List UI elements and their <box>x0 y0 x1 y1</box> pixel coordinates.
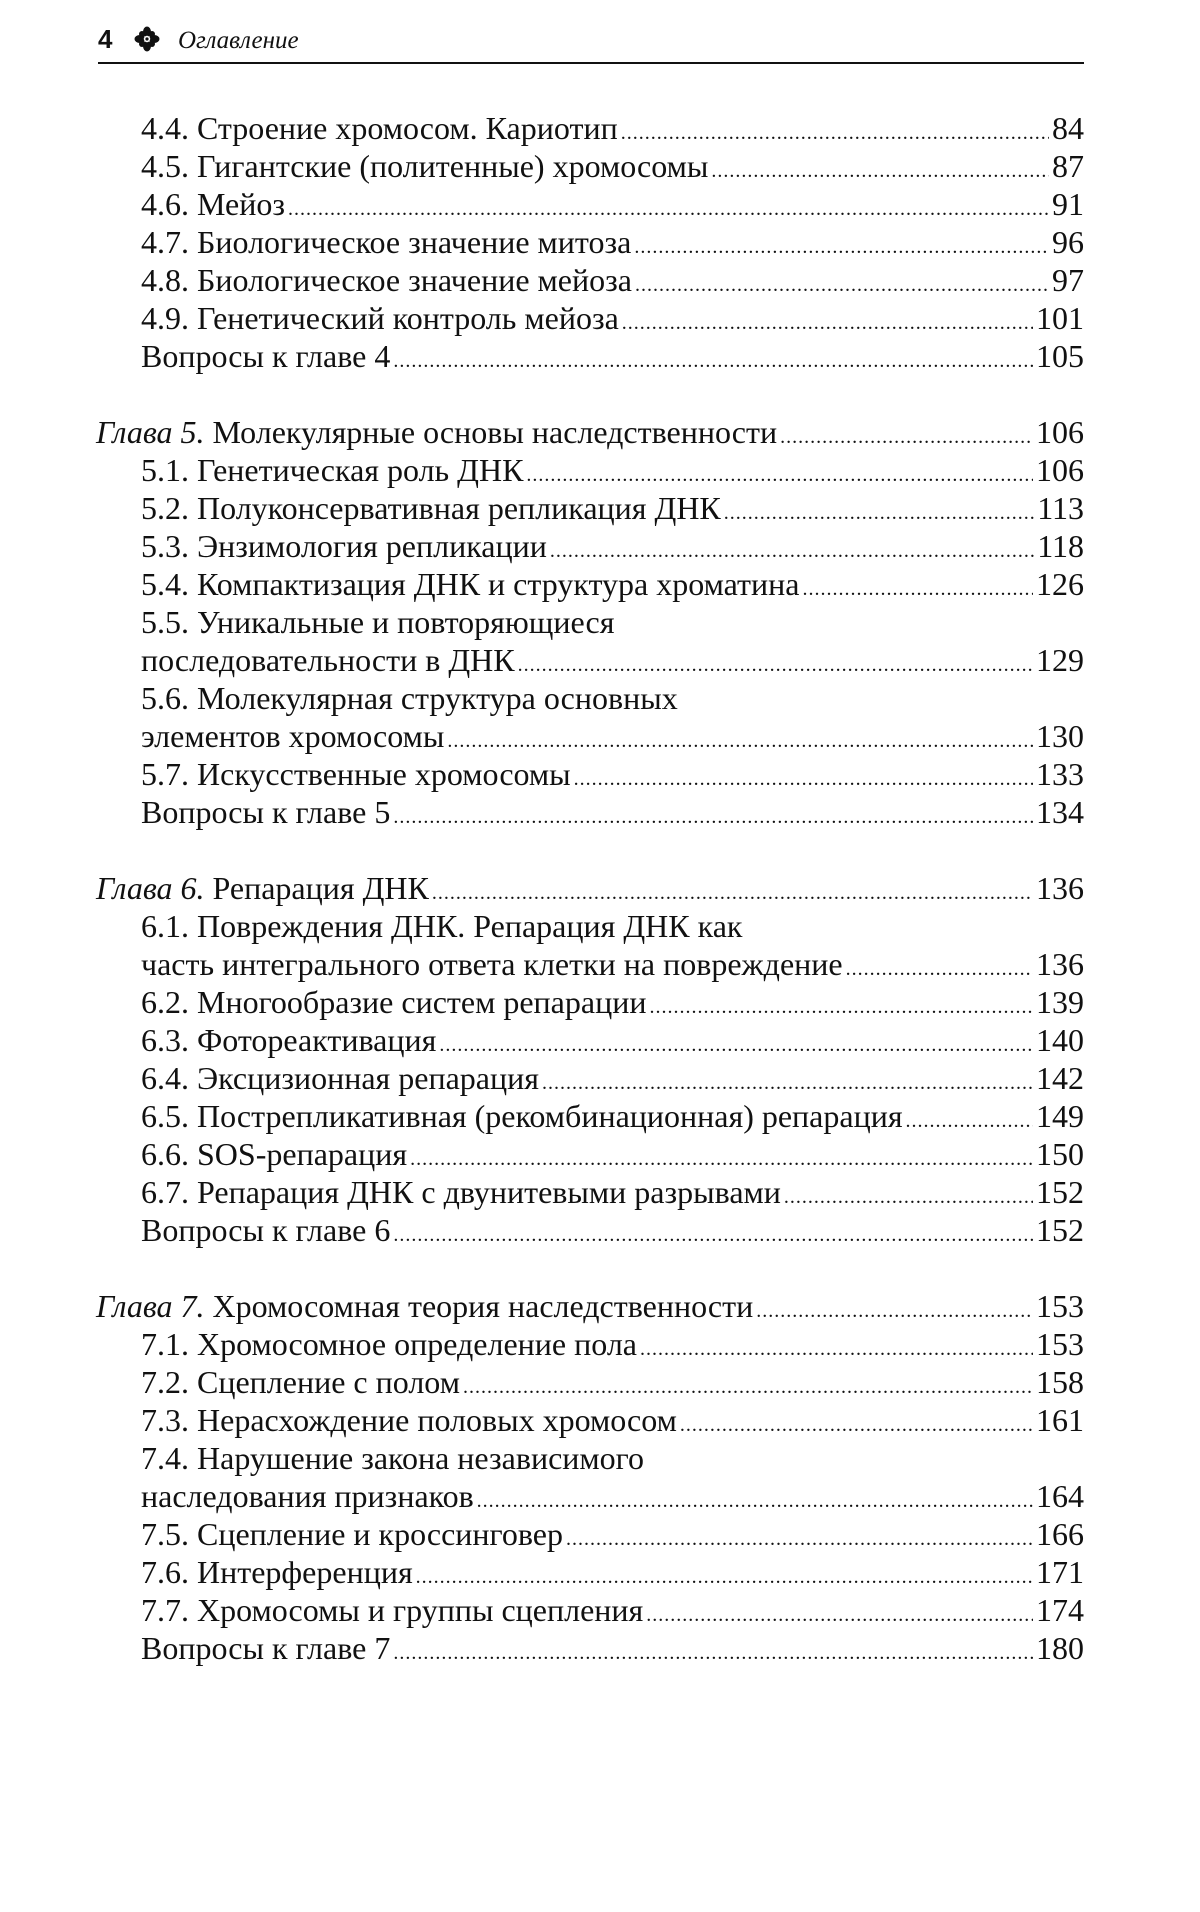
toc-page-number: 96 <box>1052 224 1084 260</box>
dot-leader <box>680 1406 1033 1444</box>
toc-entry <box>96 261 1084 299</box>
toc-chapter-heading <box>96 1287 753 1325</box>
toc-entry-title: 5.2. Полуконсервативная репликация ДНК <box>141 490 721 526</box>
toc-entry <box>96 565 1084 603</box>
toc-entry-title-line: 6.1. Повреждения ДНК. Репарация ДНК как <box>141 908 743 944</box>
toc-entry-title: 6.4. Эксцизионная репарация <box>141 1060 539 1096</box>
toc-chapter <box>96 413 1084 451</box>
page-number: 4 <box>98 24 113 54</box>
toc-page-number: 136 <box>1036 946 1084 982</box>
dot-leader <box>635 266 1049 304</box>
section-gap <box>96 375 1084 413</box>
section-gap <box>96 831 1084 869</box>
toc-page-number: 164 <box>1036 1478 1084 1514</box>
chapter-title: Репарация ДНК <box>212 870 429 906</box>
toc-entry-title: 5.1. Генетическая роль ДНК <box>141 452 524 488</box>
toc-page-number: 84 <box>1052 110 1084 146</box>
toc-page-number: 171 <box>1036 1554 1084 1590</box>
toc-entry <box>96 983 1084 1021</box>
toc-page-number: 153 <box>1036 1326 1084 1362</box>
toc-page-number: 152 <box>1036 1212 1084 1248</box>
dot-leader <box>802 570 1033 608</box>
toc-entry-title: 7.2. Сцепление с полом <box>141 1364 460 1400</box>
toc-entry-title: часть интегрального ответа клетки на повреждение <box>141 946 843 982</box>
toc-entry <box>96 717 1084 755</box>
chapter-title: Молекулярные основы наследственности <box>212 414 778 450</box>
toc-page-number: 101 <box>1036 300 1084 336</box>
toc-entry <box>96 1629 1084 1667</box>
toc-entry-title: Вопросы к главе 6 <box>141 1212 391 1248</box>
dot-leader <box>784 1178 1033 1216</box>
toc-page-number: 129 <box>1036 642 1084 678</box>
dot-leader <box>566 1520 1033 1558</box>
toc-page-number: 118 <box>1037 528 1084 564</box>
dot-leader <box>646 1596 1033 1634</box>
toc-page-number: 91 <box>1052 186 1084 222</box>
toc-entry <box>96 1211 1084 1249</box>
toc-page-number: 133 <box>1036 756 1084 792</box>
toc-page-number: 153 <box>1036 1288 1084 1324</box>
toc-entry-title: 4.5. Гигантские (политенные) хромосомы <box>141 148 709 184</box>
chapter-title: Хромосомная теория наследственности <box>212 1288 754 1324</box>
toc-entry-title: 4.6. Мейоз <box>141 186 285 222</box>
toc-entry <box>96 1515 1084 1553</box>
chapter-label: Глава 6. <box>96 870 205 906</box>
toc-entry-title: 7.5. Сцепление и кроссинговер <box>141 1516 563 1552</box>
toc-entry-title: 5.7. Искусственные хромосомы <box>141 756 571 792</box>
dot-leader <box>574 760 1033 798</box>
toc-entry-title: 4.7. Биологическое значение митоза <box>141 224 632 260</box>
flower-ornament-icon <box>134 26 160 52</box>
toc-entry <box>96 945 1084 983</box>
toc-entry <box>96 1059 1084 1097</box>
chapter-label: Глава 5. <box>96 414 205 450</box>
toc-entry-title: 7.6. Интерференция <box>141 1554 413 1590</box>
toc-entry <box>96 641 1084 679</box>
running-head <box>98 22 1084 64</box>
toc-entry <box>96 1477 1084 1515</box>
table-of-contents <box>96 109 1084 1667</box>
toc-entry-title: наследования признаков <box>141 1478 474 1514</box>
toc-page-number: 97 <box>1052 262 1084 298</box>
toc-entry-title: 5.4. Компактизация ДНК и структура хроматина <box>141 566 800 602</box>
toc-entry <box>96 1097 1084 1135</box>
toc-page-number: 150 <box>1036 1136 1084 1172</box>
toc-entry-title: 4.4. Строение хромосом. Кариотип <box>141 110 618 146</box>
toc-entry-title-line: 5.5. Уникальные и повторяющиеся <box>141 604 615 640</box>
dot-leader <box>724 494 1034 532</box>
dot-leader <box>780 418 1033 456</box>
toc-page-number: 113 <box>1037 490 1084 526</box>
toc-chapter <box>96 869 1084 907</box>
toc-page-number: 126 <box>1036 566 1084 602</box>
dot-leader <box>640 1330 1033 1368</box>
toc-entry <box>96 1401 1084 1439</box>
toc-page-number: 166 <box>1036 1516 1084 1552</box>
dot-leader <box>393 342 1033 380</box>
toc-page-number: 180 <box>1036 1630 1084 1666</box>
section-gap <box>96 1249 1084 1287</box>
toc-entry-title: Вопросы к главе 4 <box>141 338 391 374</box>
toc-entry <box>96 1363 1084 1401</box>
toc-chapter-heading <box>96 413 777 451</box>
toc-entry <box>96 755 1084 793</box>
toc-page-number: 139 <box>1036 984 1084 1020</box>
dot-leader <box>756 1292 1033 1330</box>
toc-chapter <box>96 1287 1084 1325</box>
toc-chapter-heading <box>96 869 429 907</box>
toc-entry-title-line: 7.4. Нарушение закона независимого <box>141 1440 644 1476</box>
toc-entry-title: элементов хромосомы <box>141 718 445 754</box>
dot-leader <box>393 1216 1033 1254</box>
toc-page-number: 142 <box>1036 1060 1084 1096</box>
toc-page-number: 158 <box>1036 1364 1084 1400</box>
toc-entry <box>96 1591 1084 1629</box>
toc-page-number: 106 <box>1036 414 1084 450</box>
toc-page-number: 87 <box>1052 148 1084 184</box>
dot-leader <box>393 1634 1033 1672</box>
toc-entry <box>96 1325 1084 1363</box>
toc-entry <box>96 147 1084 185</box>
toc-entry-title: 7.7. Хромосомы и группы сцепления <box>141 1592 644 1628</box>
dot-leader <box>622 304 1033 342</box>
running-title: Оглавление <box>178 27 299 54</box>
toc-entry-title: 6.6. SOS-репарация <box>141 1136 408 1172</box>
toc-entry-title: 7.3. Нерасхождение половых хромосом <box>141 1402 677 1438</box>
toc-entry-title: 4.9. Генетический контроль мейоза <box>141 300 619 336</box>
toc-entry-title: 6.3. Фотореактивация <box>141 1022 437 1058</box>
toc-entry-title: Вопросы к главе 7 <box>141 1630 391 1666</box>
toc-entry-title: 4.8. Биологическое значение мейоза <box>141 262 632 298</box>
toc-entry <box>96 793 1084 831</box>
dot-leader <box>649 988 1033 1026</box>
toc-page-number: 174 <box>1036 1592 1084 1628</box>
toc-page-number: 136 <box>1036 870 1084 906</box>
toc-entry-title: 6.7. Репарация ДНК с двунитевыми разрывами <box>141 1174 781 1210</box>
toc-entry <box>96 337 1084 375</box>
toc-page-number: 130 <box>1036 718 1084 754</box>
toc-page-number: 134 <box>1036 794 1084 830</box>
dot-leader <box>634 228 1049 266</box>
toc-entry-title: Вопросы к главе 5 <box>141 794 391 830</box>
toc-entry-title: 6.5. Пострепликативная (рекомбинационная) репарация <box>141 1098 903 1134</box>
dot-leader <box>906 1102 1033 1140</box>
toc-page-number: 152 <box>1036 1174 1084 1210</box>
toc-entry <box>96 451 1084 489</box>
toc-entry <box>96 527 1084 565</box>
toc-entry <box>96 185 1084 223</box>
toc-entry <box>96 1135 1084 1173</box>
toc-entry <box>96 1173 1084 1211</box>
toc-page-number: 106 <box>1036 452 1084 488</box>
toc-entry <box>96 489 1084 527</box>
dot-leader <box>393 798 1033 836</box>
toc-page-number: 105 <box>1036 338 1084 374</box>
toc-entry-title: последовательности в ДНК <box>141 642 515 678</box>
toc-entry <box>96 299 1084 337</box>
chapter-label: Глава 7. <box>96 1288 205 1324</box>
toc-page-number: 161 <box>1036 1402 1084 1438</box>
toc-entry-title: 6.2. Многообразие систем репарации <box>141 984 647 1020</box>
toc-entry-title: 5.3. Энзимология репликации <box>141 528 547 564</box>
toc-page-number: 140 <box>1036 1022 1084 1058</box>
toc-page-number: 149 <box>1036 1098 1084 1134</box>
toc-entry-title: 7.1. Хромосомное определение пола <box>141 1326 637 1362</box>
dot-leader <box>711 152 1049 190</box>
toc-entry <box>96 109 1084 147</box>
toc-entry <box>96 1021 1084 1059</box>
dot-leader <box>846 950 1033 988</box>
toc-entry-title-line: 5.6. Молекулярная структура основных <box>141 680 678 716</box>
toc-entry <box>96 1553 1084 1591</box>
toc-entry <box>96 223 1084 261</box>
